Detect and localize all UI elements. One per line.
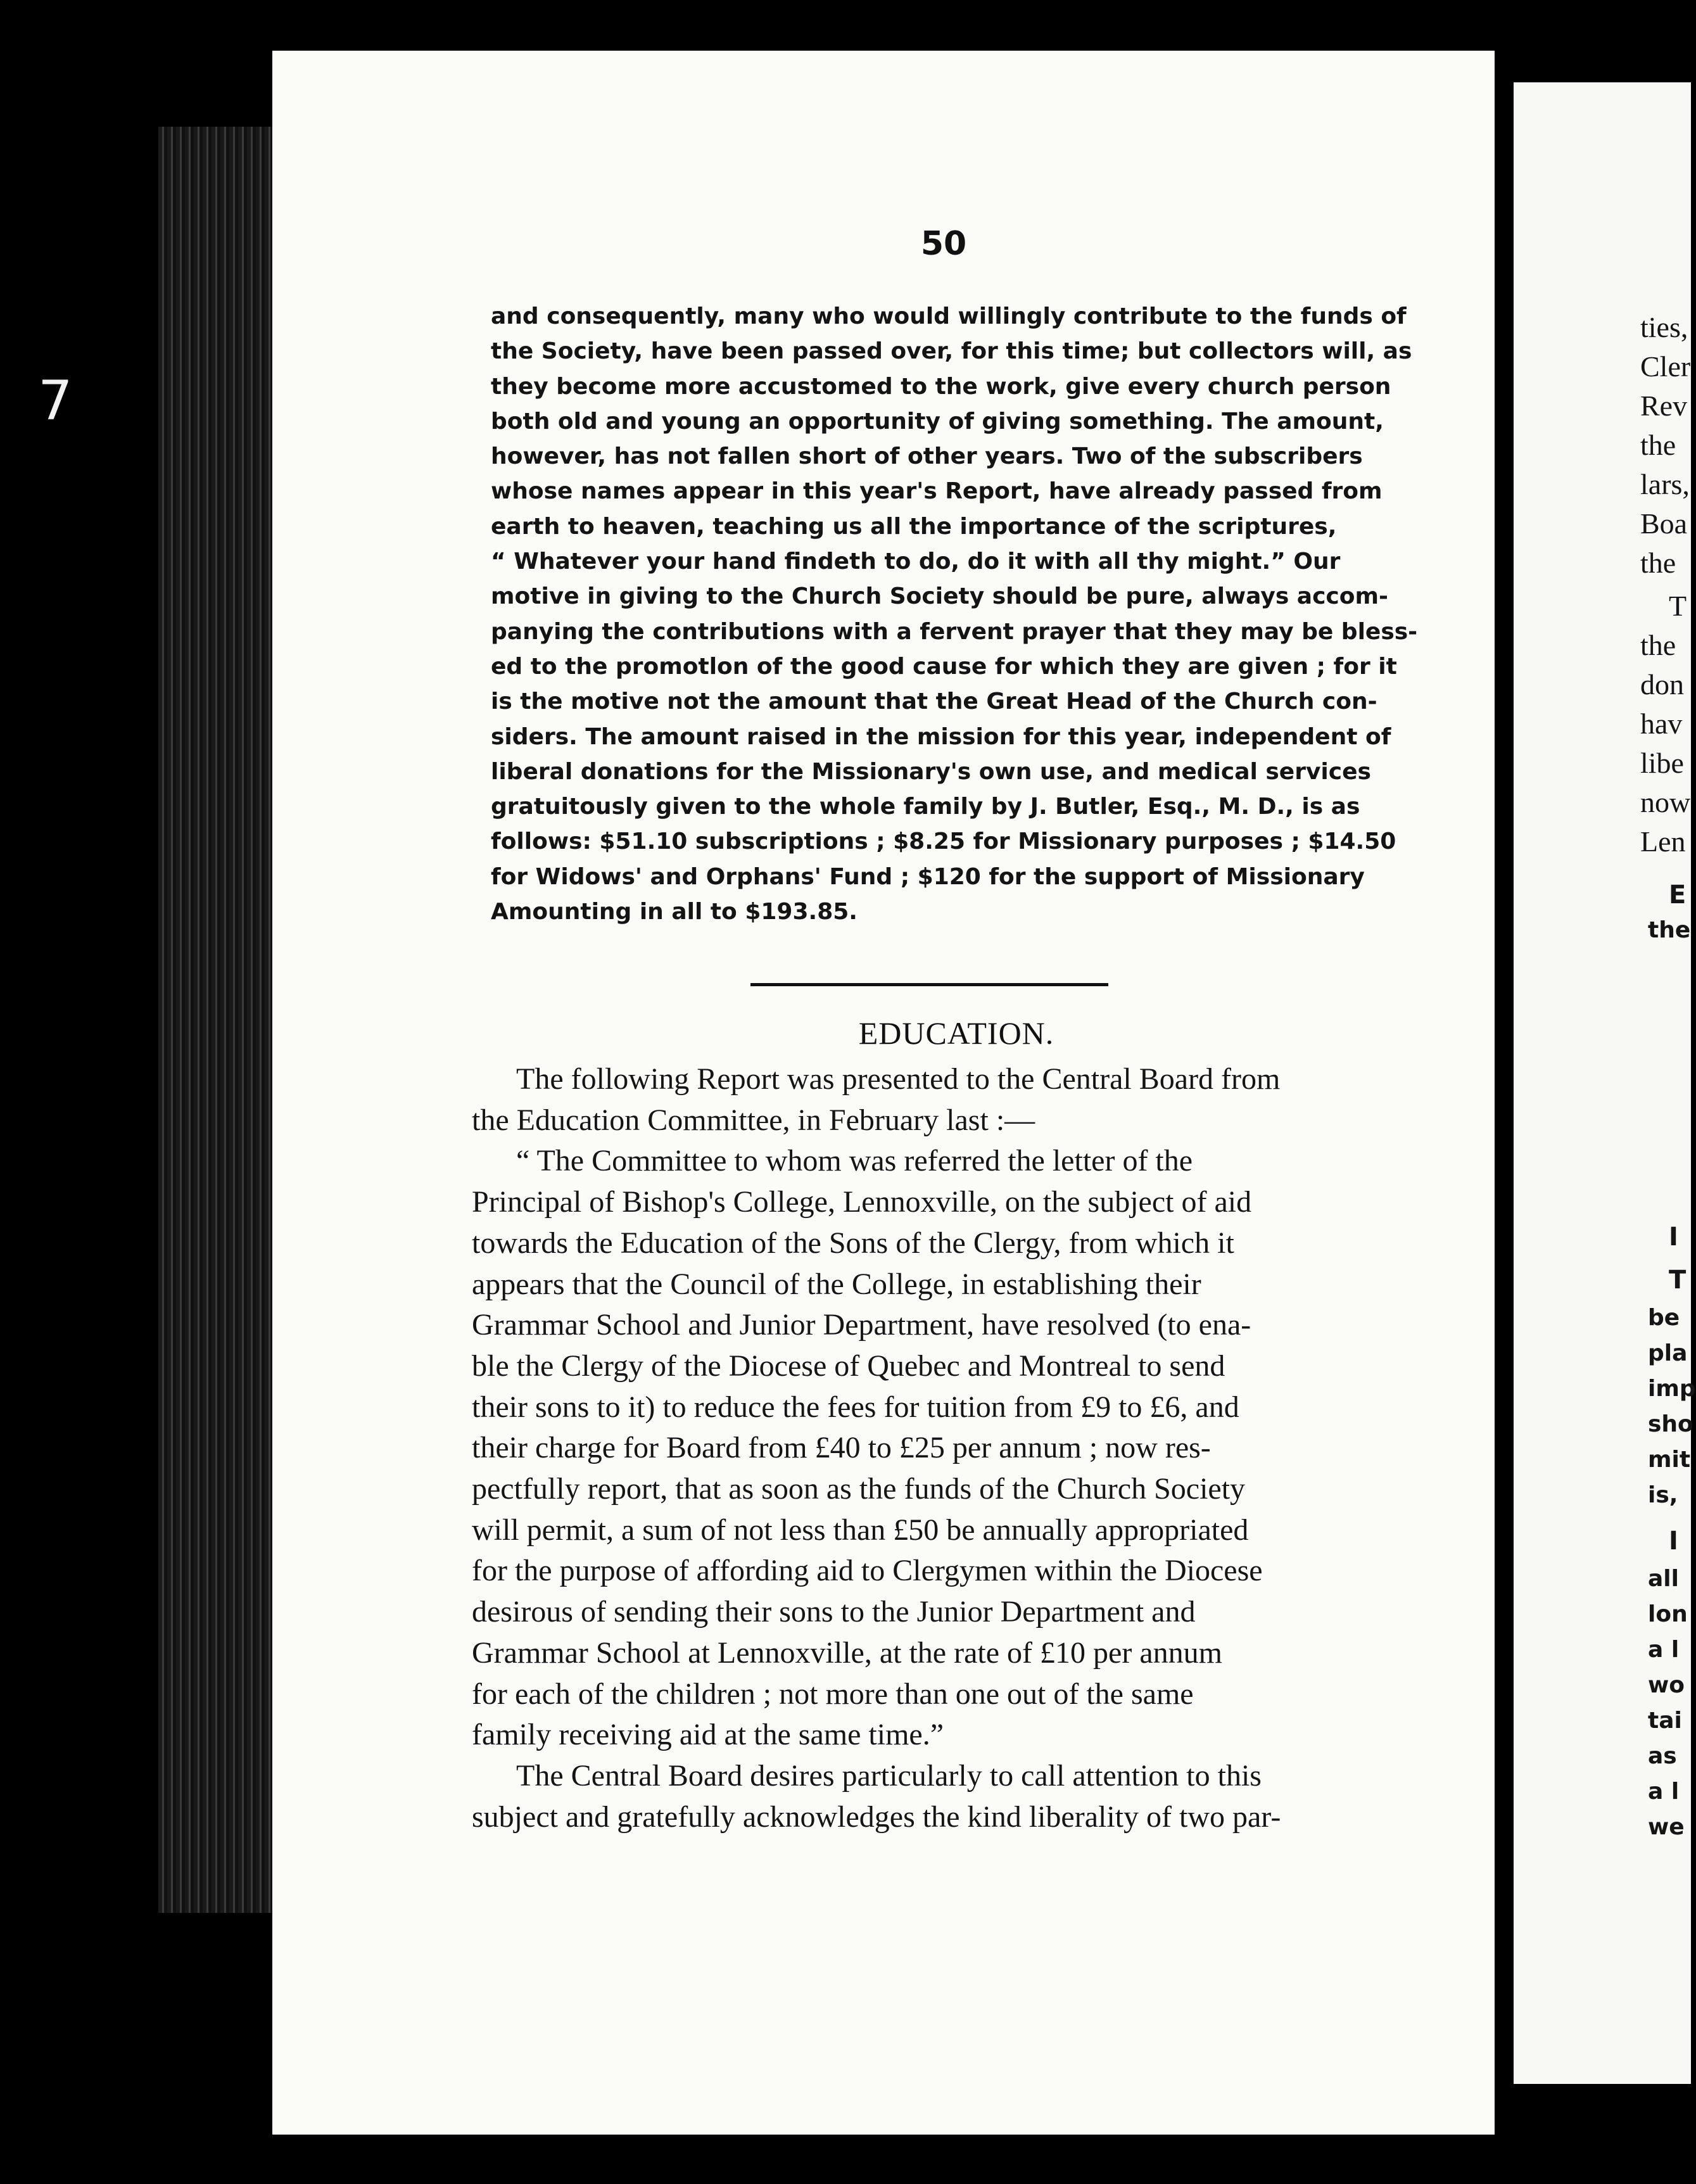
education-report: [472, 1059, 1377, 1838]
fragment: a l: [1648, 1637, 1680, 1663]
text-line: and consequently, many who would willingly contribute to the funds of: [491, 303, 1407, 329]
text-line: appears that the Council of the College, in establishing their: [472, 1267, 1201, 1301]
text-line: follows: $51.10 subscriptions ; $8.25 for Missionary purposes ; $14.50: [491, 829, 1396, 855]
text-line: gratuitously given to the whole family by J. Butler, Esq., M. D., is as: [491, 794, 1360, 820]
fragment: Cler: [1640, 350, 1691, 383]
text-line: is the motive not the amount that the Great Head of the Church con-: [491, 689, 1377, 715]
text-line: The following Report was presented to the Central Board from: [516, 1062, 1281, 1096]
text-line: subject and gratefully acknowledges the kind liberality of two par-: [472, 1800, 1281, 1834]
text-line: ed to the promotlon of the good cause for which they are given ; for it: [491, 653, 1397, 680]
text-line: ble the Clergy of the Diocese of Quebec and Montreal to send: [472, 1349, 1225, 1383]
fragment: sho: [1648, 1411, 1693, 1437]
text-line: the Education Committee, in February last :—: [472, 1103, 1035, 1137]
text-line: Principal of Bishop's College, Lennoxville, on the subject of aid: [472, 1185, 1252, 1219]
fragment: wo: [1648, 1672, 1685, 1698]
text-line: desirous of sending their sons to the Junior Department and: [472, 1595, 1196, 1629]
text-line: whose names appear in this year's Report, have already passed from: [491, 478, 1383, 505]
fragment: T: [1669, 1266, 1687, 1295]
text-line: both old and young an opportunity of giving something. The amount,: [491, 408, 1384, 435]
text-line: they become more accustomed to the work, give every church person: [491, 373, 1391, 400]
intro-paragraph: [491, 299, 1418, 929]
fragment: we: [1648, 1814, 1685, 1840]
fragment: pla: [1648, 1340, 1688, 1366]
page-number: 50: [920, 225, 967, 263]
text-line: earth to heaven, teaching us all the importance of the scriptures,: [491, 513, 1337, 540]
text-line: towards the Education of the Sons of the Clergy, from which it: [472, 1226, 1234, 1260]
text-line: pectfully report, that as soon as the funds of the Church Society: [472, 1472, 1246, 1506]
fragment: imp: [1648, 1376, 1696, 1402]
fragment: the: [1640, 547, 1676, 579]
fragment: libe: [1640, 747, 1684, 779]
text-line: panying the contributions with a fervent prayer that they may be bless-: [491, 618, 1418, 645]
fragment: now: [1640, 786, 1691, 818]
text-line: Amounting in all to $193.85.: [491, 899, 857, 925]
text-line: family receiving aid at the same time.”: [472, 1718, 944, 1752]
text-line: will permit, a sum of not less than £50 be annually appropriated: [472, 1513, 1249, 1547]
fragment: hav: [1640, 708, 1683, 740]
fragment: Len: [1640, 825, 1686, 858]
fragment: is,: [1648, 1482, 1678, 1508]
fragment: be: [1648, 1305, 1680, 1331]
fragment: I: [1669, 1222, 1678, 1252]
fragment: E: [1669, 880, 1687, 910]
fragment: Rev: [1640, 390, 1688, 422]
section-divider: [750, 983, 1108, 986]
text-line: liberal donations for the Missionary's own use, and medical services: [491, 758, 1371, 785]
text-line: their sons to it) to reduce the fees for tuition from £9 to £6, and: [472, 1390, 1239, 1424]
fragment: Boa: [1640, 507, 1688, 540]
fragment: all: [1648, 1566, 1679, 1592]
book-spine-edge: [158, 127, 272, 1913]
text-line: their charge for Board from £40 to £25 per annum ; now res-: [472, 1431, 1211, 1465]
fragment: the: [1648, 917, 1691, 943]
text-line: motive in giving to the Church Society should be pure, always accom-: [491, 583, 1388, 610]
fragment: I: [1669, 1527, 1678, 1556]
text-line: for each of the children ; not more than one out of the same: [472, 1677, 1194, 1711]
text-line: for the purpose of affording aid to Clergymen within the Diocese: [472, 1554, 1263, 1588]
facing-page: [1514, 82, 1696, 2084]
text-line: the Society, have been passed over, for this time; but collectors will, as: [491, 338, 1412, 365]
text-line: “ The Committee to whom was referred the letter of the: [516, 1144, 1193, 1178]
margin-mark: 7: [38, 369, 73, 433]
fragment: a l: [1648, 1779, 1680, 1805]
section-heading: EDUCATION.: [858, 1015, 1054, 1051]
text-line: The Central Board desires particularly to call attention to this: [516, 1758, 1262, 1793]
fragment: ties,: [1640, 311, 1688, 343]
fragment: as: [1648, 1743, 1677, 1769]
fragment: T: [1669, 590, 1687, 622]
fragment: tai: [1648, 1708, 1682, 1734]
fragment: the: [1640, 429, 1676, 461]
text-line: however, has not fallen short of other years. Two of the subscribers: [491, 443, 1363, 470]
fragment: mit: [1648, 1447, 1691, 1473]
fragment: lon: [1648, 1601, 1688, 1627]
fragment: don: [1640, 668, 1684, 701]
text-line: for Widows' and Orphans' Fund ; $120 for the support of Missionary: [491, 863, 1365, 890]
text-line: siders. The amount raised in the mission for this year, independent of: [491, 723, 1391, 750]
fragment: lars,: [1640, 468, 1690, 500]
text-line: “ Whatever your hand findeth to do, do it with all thy might.” Our: [491, 549, 1341, 575]
text-line: Grammar School at Lennoxville, at the rate of £10 per annum: [472, 1635, 1222, 1670]
text-line: Grammar School and Junior Department, have resolved (to ena-: [472, 1308, 1251, 1342]
fragment: the: [1640, 629, 1676, 661]
